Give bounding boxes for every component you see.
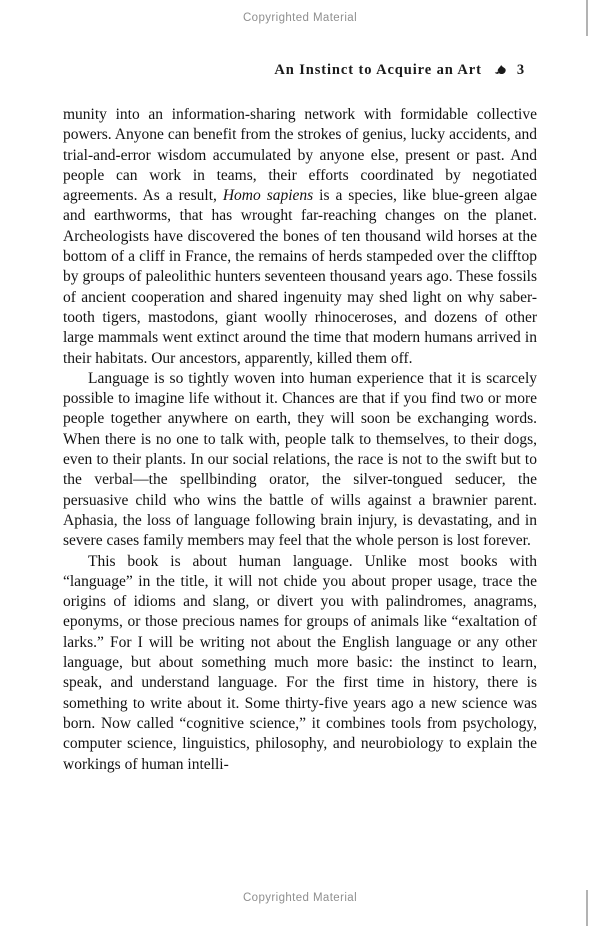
- page-edge-mark-top: [586, 0, 588, 36]
- text-run: This book is about human language. Unlike most books with “language” in the title, it will not chide you about proper usage, trace the origins of idioms and slang, or divert you with palindromes, anagrams, eponyms, or those precious names for groups of animals like “exaltation of larks.” For I will be writing not about the English language or any other language, but about something much more basic: the instinct to learn, speak, and understand language. For the first time in history, there is something to write about it. Some thirty-five years ago a new science was born. Now called “cognitive science,” it combines tools from psychology, computer science, linguistics, philosophy, and neurobiology to explain the workings of human intelli-: [63, 552, 537, 773]
- text-run: munity into an information-sharing network with formidable collective powers. Anyone can benefit from the strokes of genius, lucky accidents, and trial-and-error wisdom accumulated by anyone else, present or past. And people can work in teams, their efforts coordinated by negotiated agreements. As a result,: [63, 106, 537, 205]
- copyright-notice-top: Copyrighted Material: [242, 12, 358, 24]
- italic-text-run: Homo sapiens: [222, 187, 314, 205]
- body-paragraph: [63, 552, 537, 775]
- copyright-notice-bottom: Copyrighted Material: [242, 892, 358, 904]
- hedera-fleuron-icon: [494, 63, 507, 80]
- body-paragraph: [63, 105, 537, 369]
- body-paragraph: [63, 369, 537, 552]
- running-head: [63, 62, 525, 80]
- running-head-title: An Instinct to Acquire an Art: [274, 62, 482, 78]
- text-run: is a species, like blue-green algae and earthworms, that has wrought far-reaching changes on the planet. Archeologists have discovered the bones of ten thousand wild horses at the bottom of a cliff in France, the remains of herds stampeded over the clifftop by groups of paleolithic hunters seventeen thousand years ago. These fossils of ancient cooperation and shared ingenuity may shed light on why saber-tooth tigers, mastodons, giant woolly rhinoceroses, and dozens of other large mammals went extinct around the time that modern humans arrived in their habitats. Our ancestors, apparently, killed them off.: [63, 187, 538, 367]
- text-run: Language is so tightly woven into human experience that it is scarcely possible to imagine life without it. Chances are that if you find two or more people together anywhere on earth, they will soon be exchanging words. When there is no one to talk with, people talk to themselves, to their dogs, even to their plants. In our social relations, the race is not to the swift but to the verbal—the spellbinding orator, the silver-tongued seducer, the persuasive child who wins the battle of wills against a brawnier parent. Aphasia, the loss of language following brain injury, is devastating, and in severe cases family members may feel that the whole person is lost forever.: [63, 369, 537, 550]
- page-number: 3: [516, 62, 525, 78]
- body-text: [63, 105, 537, 775]
